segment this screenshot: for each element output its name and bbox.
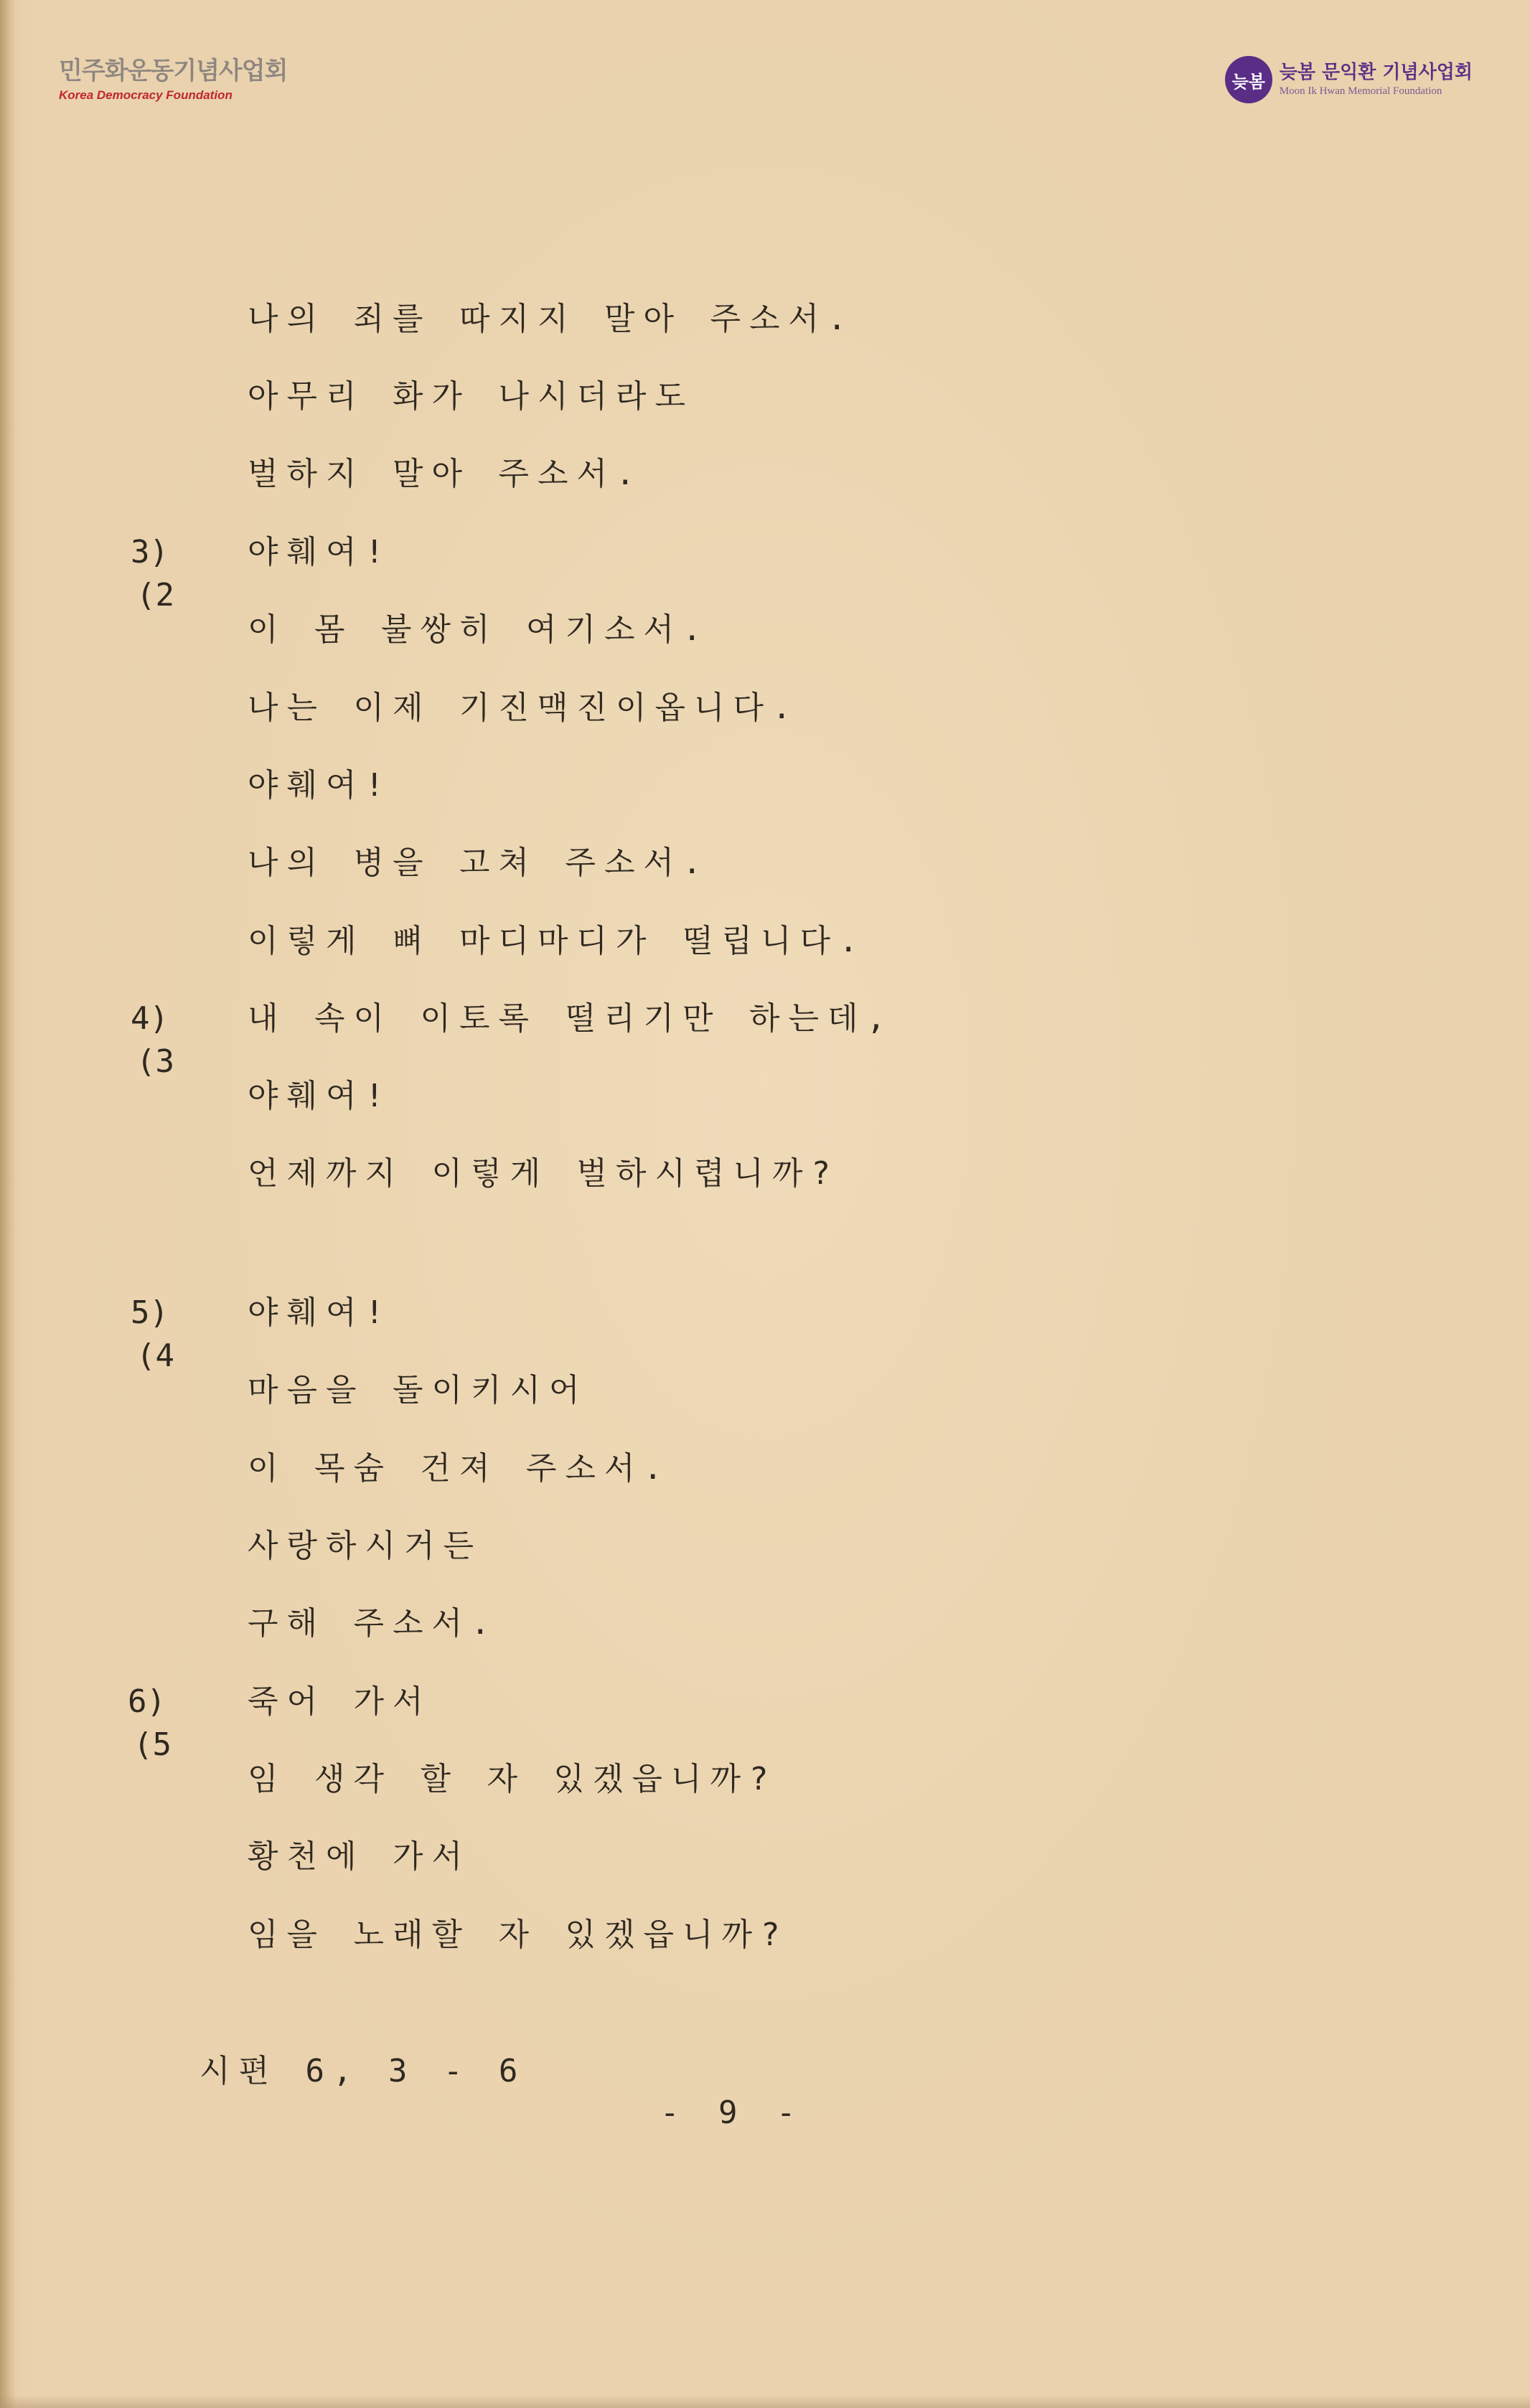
verse-number: 5) <box>131 1294 169 1331</box>
psalm-line: 사랑하시거든 <box>248 1528 483 1564</box>
verse-number: 6) <box>128 1683 166 1720</box>
verse-number: 3) <box>131 534 169 570</box>
psalm-line: 나의 죄를 따지지 말아 주소서. <box>248 301 855 337</box>
psalm-line: 임 생각 할 자 있겠읍니까? <box>248 1761 777 1797</box>
psalm-line: 나의 병을 고쳐 주소서. <box>248 845 710 881</box>
verse-number-alt: (2 <box>136 577 174 613</box>
psalm-line: 야훼여! <box>248 1294 393 1331</box>
psalm-line: 벌하지 말아 주소서. <box>248 456 644 492</box>
psalm-line: 구해 주소서. <box>248 1605 499 1642</box>
psalm-line: 황천에 가서 <box>248 1838 471 1875</box>
psalm-line: 이 몸 불쌍히 여기소서. <box>248 611 710 648</box>
page-number: - 9 - <box>660 2094 806 2131</box>
verse-number-alt: (3 <box>136 1043 174 1080</box>
foundation-korean-text: 늦봄 문익환 기념사업회 <box>1279 62 1473 83</box>
psalm-line: 야훼여! <box>248 767 393 804</box>
psalm-line: 내 속이 이토록 떨리기만 하는데, <box>248 1000 895 1037</box>
psalm-line: 야훼여! <box>248 534 393 570</box>
paper-bottom-edge <box>0 2395 1530 2408</box>
psalm-line: 임을 노래할 자 있겠읍니까? <box>248 1916 789 1953</box>
verse-number-alt: (5 <box>133 1726 172 1763</box>
psalm-line: 언제까지 이렇게 벌하시렵니까? <box>248 1155 840 1192</box>
korea-democracy-foundation-logo <box>59 56 287 103</box>
foundation-seal-icon: 늦봄 <box>1225 56 1272 103</box>
psalm-line: 죽어 가서 <box>248 1683 432 1720</box>
psalm-line: 나는 이제 기진맥진이옵니다. <box>248 690 800 726</box>
psalm-line: 아무리 화가 나시더라도 <box>248 378 695 415</box>
psalm-line: 야훼여! <box>248 1078 393 1114</box>
psalm-line: 이 목숨 건져 주소서. <box>248 1450 671 1487</box>
foundation-english-text: Moon Ik Hwan Memorial Foundation <box>1279 85 1442 97</box>
logo-english-text: Korea Democracy Foundation <box>59 88 233 102</box>
psalm-line: 마음을 돌이키시어 <box>248 1372 588 1408</box>
verse-number-alt: (4 <box>136 1337 174 1374</box>
scripture-citation: 시편 6, 3 - 6 <box>200 2053 527 2089</box>
psalm-line: 이렇게 뼈 마디마디가 떨립니다. <box>248 923 867 959</box>
logo-korean-text: 민주화운동기념사업회 <box>59 57 288 85</box>
verse-number: 4) <box>131 1000 169 1037</box>
moon-ik-hwan-foundation-logo <box>1225 56 1473 103</box>
paper-left-edge <box>0 0 16 2408</box>
